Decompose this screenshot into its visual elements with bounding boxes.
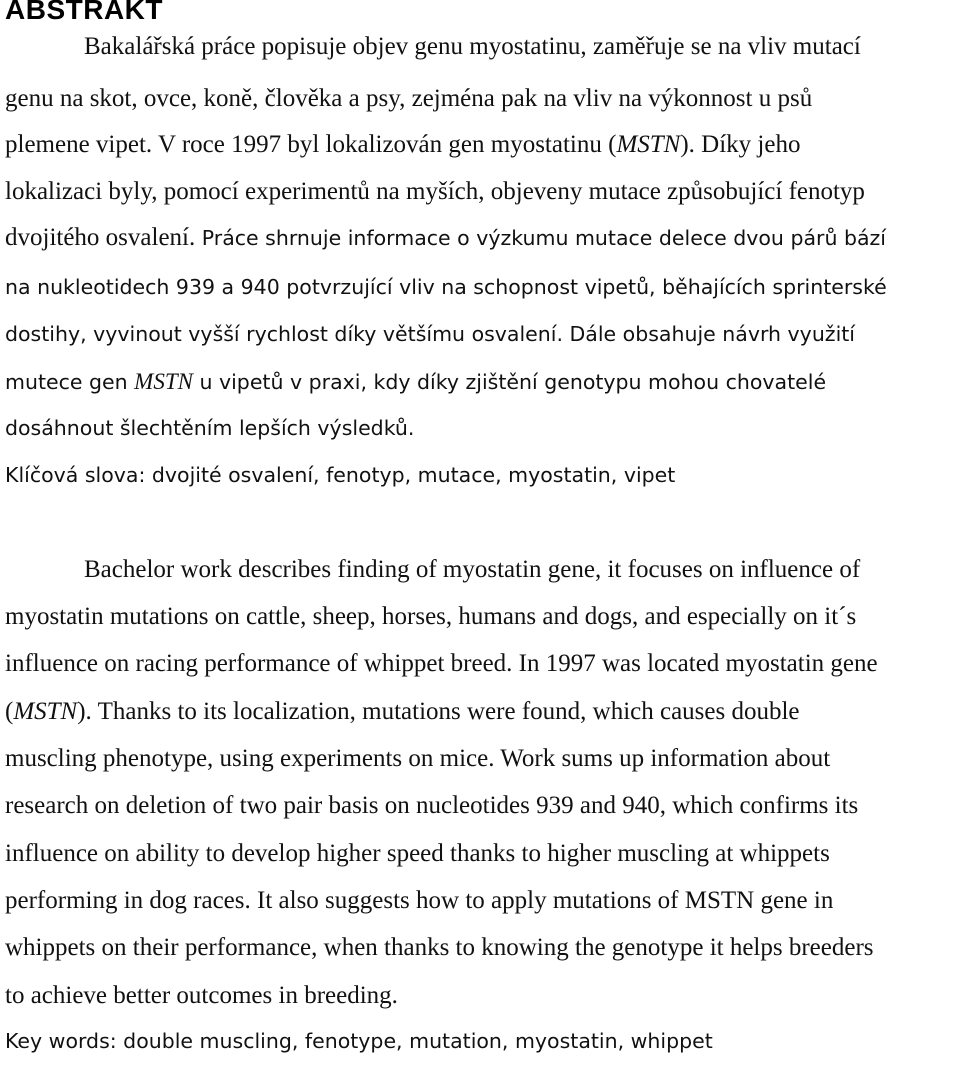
cz-line-4: lokalizaci byly, pomocí experimentů na myších, objeveny mutace způsobující fenotyp (5, 178, 865, 205)
en-line-4-b: ). Thanks to its localization, mutations were found, which causes double (77, 698, 800, 725)
cz-line-5 (5, 214, 886, 262)
en-line-10: to achieve better outcomes in breeding. (5, 982, 398, 1009)
en-line-1: Bachelor work describes finding of myostatin gene, it focuses on influence of (84, 556, 861, 583)
cz-line-1: Bakalářská práce popisuje objev genu myostatinu, zaměřuje se na vliv mutací (84, 33, 861, 60)
en-line-2: myostatin mutations on cattle, sheep, horses, humans and dogs, and especially on it´s (5, 603, 857, 630)
cz-line-5-b: Práce shrnuje informace o výzkumu mutace delece dvou párů bází (195, 226, 886, 250)
en-line-3: influence on racing performance of whippet breed. In 1997 was located myostatin gene (5, 650, 878, 677)
cz-line-5-a: dvojitého osvalení. (5, 224, 196, 251)
en-line-6: research on deletion of two pair basis on nucleotides 939 and 940, which confirms its (5, 792, 859, 819)
cz-line-8-a: mutece gen (5, 370, 135, 394)
cz-line-3 (5, 121, 800, 168)
en-line-4 (5, 688, 800, 735)
en-line-7: influence on ability to develop higher speed thanks to higher muscling at whippets (5, 840, 830, 867)
en-line-9: whippets on their performance, when thanks to knowing the genotype it helps breeders (5, 934, 874, 961)
en-line-8: performing in dog races. It also suggests how to apply mutations of MSTN gene in (5, 887, 834, 914)
cz-keywords: Klíčová slova: dvojité osvalení, fenotyp, mutace, myostatin, vipet (5, 463, 676, 487)
cz-line-7: dostihy, vyvinout vyšší rychlost díky většímu osvalení. Dále obsahuje návrh využití (5, 322, 855, 346)
en-keywords: Key words: double muscling, fenotype, mutation, myostatin, whippet (5, 1029, 713, 1053)
en-line-5: muscling phenotype, using experiments on mice. Work sums up information about (5, 745, 831, 772)
cz-line-9: dosáhnout šlechtěním lepších výsledků. (5, 416, 415, 440)
cz-mstn-term: MSTN (616, 131, 681, 158)
cz-line-8-b: u vipetů v praxi, kdy díky zjištění genotypu mohou chovatelé (192, 370, 827, 394)
en-mstn-term: MSTN (13, 698, 78, 725)
cz-line-3-b: ). Díky jeho (680, 131, 801, 158)
cz-line-6: na nukleotidech 939 a 940 potvrzující vliv na schopnost vipetů, běhajících sprinterské (5, 275, 887, 299)
page-title: ABSTRAKT (5, 0, 163, 25)
cz-line-2: genu na skot, ovce, koně, člověka a psy, zejména pak na vliv na výkonnost u psů (5, 85, 813, 112)
cz-line-8 (5, 358, 826, 406)
cz-mstn-term-2: MSTN (134, 369, 193, 394)
en-line-4-a: ( (5, 698, 14, 725)
cz-line-3-a: plemene vipet. V roce 1997 byl lokalizován gen myostatinu ( (5, 131, 617, 158)
